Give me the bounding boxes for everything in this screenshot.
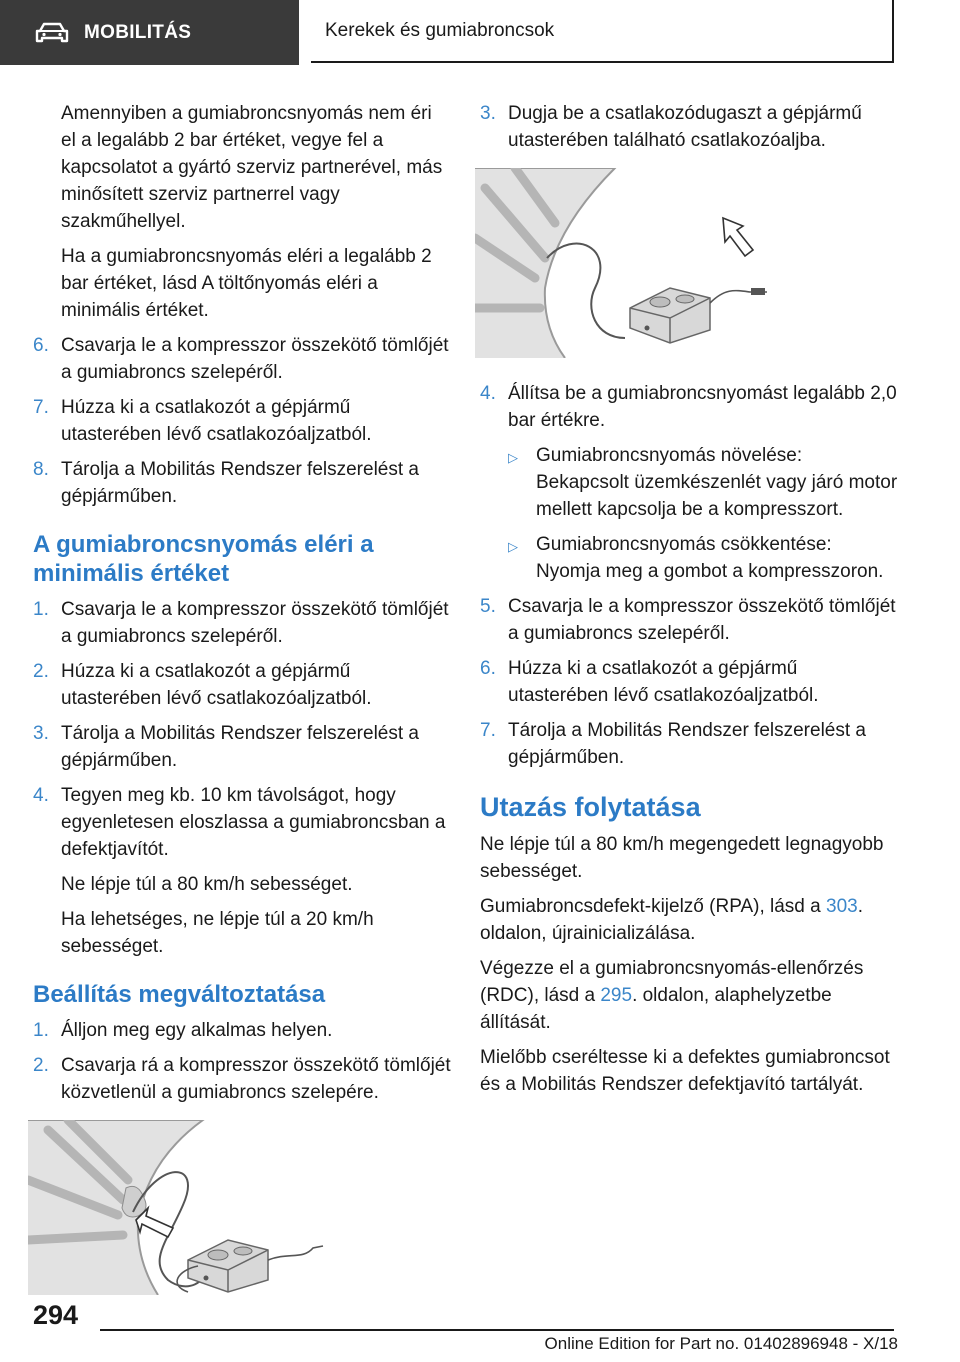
list-item [33, 720, 451, 774]
step-number: 8. [33, 459, 49, 480]
list-item [33, 1017, 451, 1044]
list-item [33, 1052, 451, 1106]
step-text: Álljon meg egy alkalmas helyen. [61, 1020, 333, 1041]
list-item [33, 332, 451, 386]
step-number: 6. [480, 658, 496, 679]
list-item [480, 100, 898, 154]
edition-footer: Online Edition for Part no. 01402896948 - X/18 [544, 1334, 898, 1353]
list-item [33, 394, 451, 448]
list-item [480, 593, 898, 647]
step-text: Csavarja le a kompresszor összekötő tömlőjét a gumiabroncs szelepéről. [61, 599, 449, 647]
list-item [33, 596, 451, 650]
sub-list-item [508, 531, 898, 585]
paragraph: Amennyiben a gumiabroncsnyomás nem éri el a legalább 2 bar értéket, vegye fel a kapcsolatot a gyártó szerviz partnerével, más minősített szerviz partnerrel vagy szakműhellyel. [61, 103, 443, 232]
paragraph: Ha a gumiabroncsnyomás eléri a legalább 2 bar értéket, lásd A töltőnyomás eléri a minimális értéket. [61, 246, 432, 321]
step-number: 2. [33, 661, 49, 682]
step-number: 7. [480, 720, 496, 741]
page-link-295[interactable]: 295 [600, 985, 633, 1006]
step-number: 7. [33, 397, 49, 418]
paragraph: Ne lépje túl a 80 km/h megengedett legnagyobb sebességet. [480, 834, 884, 882]
list-item [480, 717, 898, 771]
list-item [33, 456, 451, 510]
right-column [480, 100, 898, 1106]
paragraph [480, 893, 898, 947]
section-heading: Beállítás megváltoztatása [33, 981, 326, 1008]
step-number: 3. [480, 103, 496, 124]
sub-step-text: Gumiabroncsnyomás csökkentése: Nyomja meg a gombot a kompresszoron. [536, 534, 884, 582]
step-number: 1. [33, 599, 49, 620]
triangle-bullet-icon: ▷ [508, 539, 518, 554]
step-number: 4. [480, 383, 496, 404]
step-text: Húzza ki a csatlakozót a gépjármű utasterében lévő csatlakozóaljzatból. [508, 658, 819, 706]
step-number: 1. [33, 1020, 49, 1041]
step-text: Tárolja a Mobilitás Rendszer felszerelést a gépjárműben. [61, 459, 419, 507]
paragraph-text: Gumiabroncsdefekt-kijelző (RPA), lásd a [480, 896, 826, 917]
list-item [33, 658, 451, 712]
step-number: 5. [480, 596, 496, 617]
step-text: Dugja be a csatlakozódugaszt a gépjármű utasterében található csatlakozóaljba. [508, 103, 862, 151]
section-title: MOBILITÁS [84, 21, 192, 43]
paragraph: Mielőbb cseréltesse ki a defektes gumiabroncsot és a Mobilitás Rendszer defektjavító tartályát. [480, 1047, 890, 1095]
page-link-303[interactable]: 303 [826, 896, 858, 917]
step-text: Állítsa be a gumiabroncsnyomást legalább 2,0 bar értékre. [508, 383, 897, 431]
paragraph-text: . oldalon, újrainicializálása. [480, 896, 863, 944]
sub-list-item [508, 442, 898, 523]
paragraph [480, 955, 898, 1036]
page-number: 294 [33, 1300, 79, 1330]
step-text: Tegyen meg kb. 10 km távolságot, hogy egyenletesen eloszlassa a gumiabroncsban a defektjavítót. [61, 785, 446, 860]
paragraph-text: . oldalon, alaphelyzetbe állítását. [480, 985, 832, 1033]
section-header [0, 0, 299, 65]
step-number: 6. [33, 335, 49, 356]
footer-divider [100, 1329, 894, 1331]
section-heading: Utazás folytatása [480, 792, 701, 822]
step-text: Csavarja le a kompresszor összekötő tömlőjét a gumiabroncs szelepéről. [61, 335, 449, 383]
section-heading: A gumiabroncsnyomás eléri a minimális értéket [33, 531, 374, 587]
paragraph-text: Végezze el a gumiabroncsnyomás-ellenőrzés (RDC), lásd a [480, 958, 864, 1006]
step-text: Csavarja le a kompresszor összekötő tömlőjét a gumiabroncs szelepéről. [508, 596, 896, 644]
step-text: Húzza ki a csatlakozót a gépjármű utasterében lévő csatlakozóaljzatból. [61, 661, 372, 709]
left-column [33, 100, 451, 1295]
step-text: Tárolja a Mobilitás Rendszer felszerelést a gépjárműben. [508, 720, 866, 768]
list-item [480, 380, 898, 434]
chapter-title: Kerekek és gumiabroncsok [311, 0, 894, 63]
compressor-plug-illustration [475, 168, 775, 358]
paragraph: Ne lépje túl a 80 km/h sebességet. [61, 874, 353, 895]
paragraph: Ha lehetséges, ne lépje túl a 20 km/h sebességet. [61, 909, 374, 957]
list-item [480, 655, 898, 709]
sub-step-text: Gumiabroncsnyomás növelése: Bekapcsolt üzemkészenlét vagy járó motor mellett kapcsolja be a kompresszort. [536, 445, 898, 520]
step-text: Tárolja a Mobilitás Rendszer felszerelést a gépjárműben. [61, 723, 419, 771]
step-text: Húzza ki a csatlakozót a gépjármű utasterében lévő csatlakozóaljzatból. [61, 397, 372, 445]
step-number: 3. [33, 723, 49, 744]
wheel-compressor-illustration [28, 1120, 328, 1295]
car-icon [34, 21, 70, 45]
step-number: 4. [33, 785, 49, 806]
step-text: Csavarja rá a kompresszor összekötő tömlőjét közvetlenül a gumiabroncs szelepére. [61, 1055, 451, 1103]
step-number: 2. [33, 1055, 49, 1076]
triangle-bullet-icon: ▷ [508, 450, 518, 465]
list-item [33, 782, 451, 863]
